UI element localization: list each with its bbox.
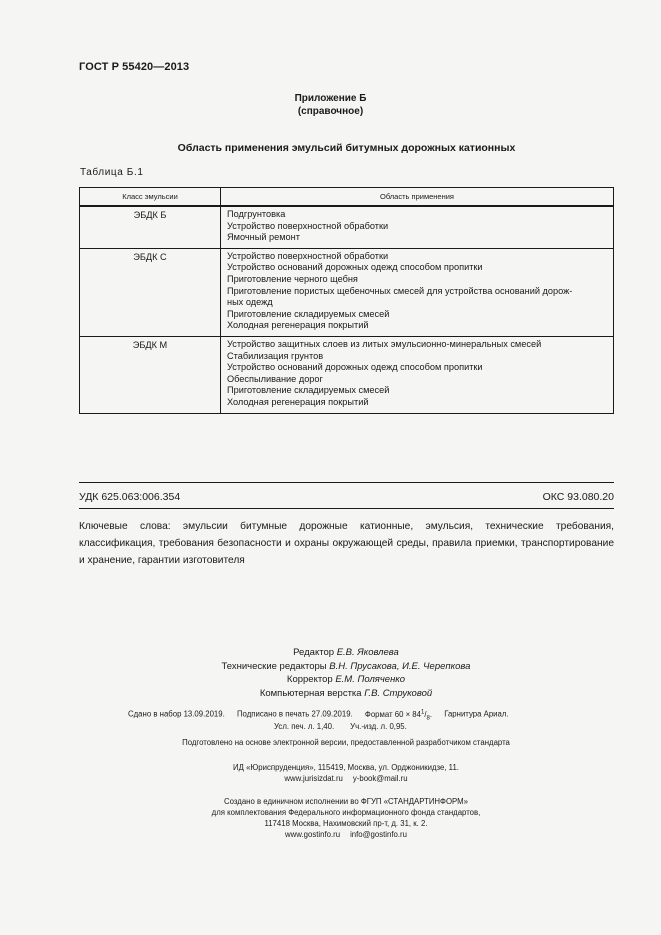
print-info-line-2 [274, 722, 423, 731]
editor-role: Редактор [293, 647, 335, 658]
oks-code: ОКС 93.080.20 [542, 491, 614, 503]
publisher-email-link[interactable]: y-book@mail.ru [352, 774, 408, 783]
column-header-class: Класс эмульсии [80, 188, 221, 207]
application-table [79, 187, 614, 414]
area-item: Устройство оснований дорожных одежд способом пропитки [227, 362, 483, 373]
table-label: Таблица Б.1 [80, 167, 144, 178]
area-item: Приготовление складируемых смесей [227, 385, 390, 396]
submitted-date: Сдано в набор 13.09.2019. [128, 709, 225, 719]
area-item: Приготовление складируемых смесей [227, 308, 390, 319]
layout-name: Г.В. Струковой [364, 687, 433, 699]
area-item: Обеспыливание дорог [227, 373, 323, 384]
area-item: Стабилизация грунтов [227, 350, 324, 361]
area-item: Холодная регенерация покрытий [227, 396, 369, 407]
creator-block [0, 796, 661, 840]
tech-editors-line [0, 660, 661, 674]
appendix-heading [0, 92, 661, 118]
area-item: Приготовление пористых щебеночных смесей для устройства оснований дорож- [227, 285, 573, 296]
table-header-row [80, 188, 614, 207]
corrector-name: Е.М. Поляченко [335, 674, 406, 685]
table-row [80, 248, 614, 336]
area-item: Устройство защитных слоев из литых эмульсионно-минеральных смесей [227, 338, 542, 349]
appendix-note: (справочное) [297, 106, 364, 117]
area-item: Устройство поверхностной обработки [227, 250, 389, 261]
editor-name: Е.В. Яковлева [336, 647, 399, 658]
application-area-cell [221, 336, 614, 413]
udk-code: УДК 625.063:006.354 [79, 491, 181, 503]
format-suffix: . [429, 709, 433, 719]
standard-number: ГОСТ Р 55420—2013 [79, 61, 190, 73]
creator-line-1: Создано в единичном исполнении во ФГУП «СТАНДАРТИНФОРМ» [224, 797, 468, 806]
prepared-note: Подготовлено на основе электронной версии, предоставленной разработчиком стандарта [182, 738, 510, 747]
emulsion-class-cell: ЭБДК С [80, 248, 221, 336]
editor-line [0, 646, 661, 660]
area-item: Подгрунтовка [227, 209, 286, 219]
emulsion-class-cell: ЭБДК Б [80, 206, 221, 248]
publisher-contacts [0, 773, 661, 784]
table-row [80, 206, 614, 248]
creator-line-3: 117418 Москва, Нахимовский пр-т, д. 31, к. 2. [264, 819, 428, 828]
editorial-staff [0, 646, 661, 700]
document-title: Область применения эмульсий битумных дорожных катионных [177, 142, 516, 154]
format-numerator: 1 [420, 709, 425, 715]
corrector-role: Корректор [286, 674, 333, 685]
format-prefix: Формат 60 × 84 [364, 709, 421, 719]
divider-bottom [79, 508, 614, 509]
area-item: Холодная регенерация покрытий [227, 320, 369, 331]
application-area-cell [221, 248, 614, 336]
format-denominator: 8 [426, 715, 430, 722]
tech-editors-names: В.Н. Прусакова, И.Е. Черепкова [329, 660, 471, 672]
table-row [80, 336, 614, 413]
printed-sheets: Усл. печ. л. 1,40. [274, 722, 335, 731]
area-item: ных одежд [227, 297, 273, 308]
signed-date: Подписано в печать 27.09.2019. [236, 709, 353, 719]
keywords-paragraph: Ключевые слова: эмульсии битумные дорожные катионные, эмульсия, технические требования, классификация, требования безопасности и охраны окружающей среды, правила приемки, транспортирование и хранение, гарантии изготовителя [79, 521, 614, 566]
publisher-address: ИД «Юриспруденция», 115419, Москва, ул. Орджоникидзе, 11. [233, 763, 459, 772]
column-header-area: Область применения [221, 188, 614, 207]
tech-editors-role: Технические редакторы [221, 660, 327, 672]
application-area-cell [221, 206, 614, 248]
creator-contacts [0, 829, 661, 840]
creator-site-link[interactable]: www.gostinfo.ru [285, 830, 341, 839]
creator-email-link[interactable]: info@gostinfo.ru [350, 830, 407, 839]
appendix-title: Приложение Б [294, 93, 367, 104]
creator-line-2: для комплектования Федерального информационного фонда стандартов, [211, 808, 481, 817]
area-item: Приготовление черного щебня [227, 273, 358, 284]
divider-top [79, 482, 614, 483]
print-info-line-1 [128, 709, 509, 721]
area-item: Ямочный ремонт [227, 232, 300, 243]
area-item: Устройство оснований дорожных одежд способом пропитки [227, 262, 483, 273]
publisher-site-link[interactable]: www.jurisizdat.ru [284, 774, 343, 783]
emulsion-class-cell: ЭБДК М [80, 336, 221, 413]
layout-line [0, 687, 661, 701]
typeface: Гарнитура Ариал. [444, 709, 509, 719]
corrector-line [0, 673, 661, 687]
area-item: Устройство поверхностной обработки [227, 220, 389, 231]
publisher-block [0, 762, 661, 784]
edit-sheets: Уч.-изд. л. 0,95. [350, 722, 407, 731]
layout-role: Компьютерная верстка [259, 687, 362, 699]
paper-format: Формат $60 \times 84^1/_8$. [364, 709, 433, 722]
